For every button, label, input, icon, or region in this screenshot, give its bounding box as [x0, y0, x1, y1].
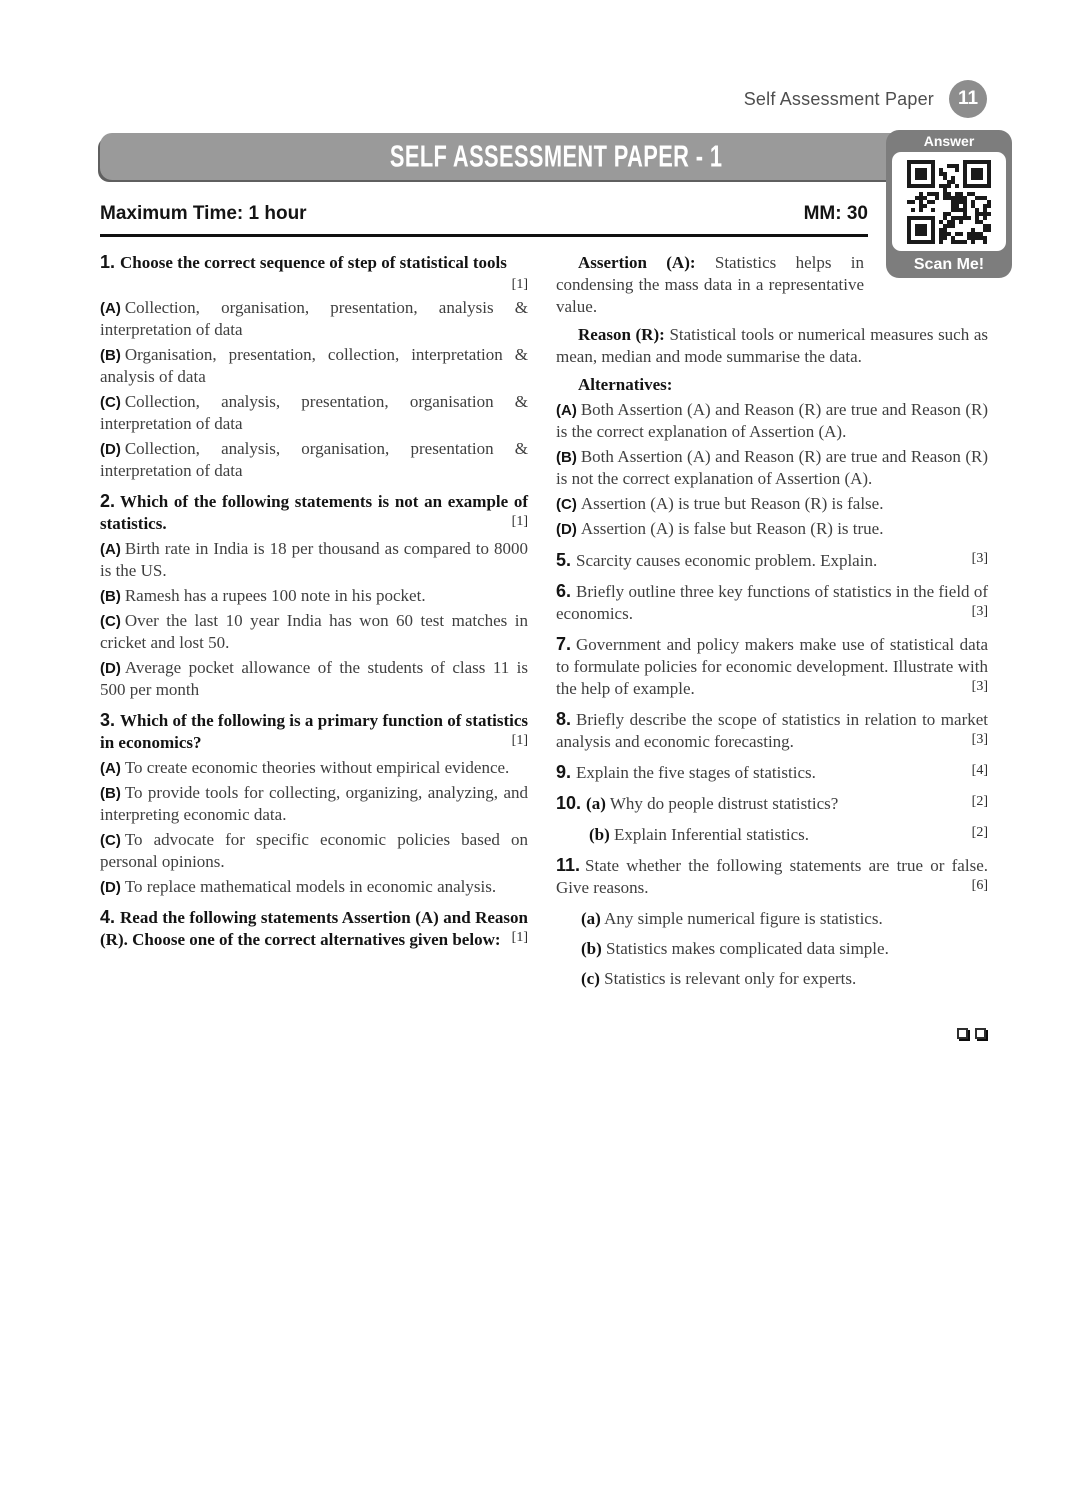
question-1-option-b: (B) Organisation, presentation, collection, interpretation & analysis of data — [100, 345, 528, 386]
alternative-c: (C) Assertion (A) is true but Reason (R) is false. — [556, 494, 884, 513]
question-2-title: 2. Which of the following statements is not an example of statistics. [1] — [100, 491, 528, 533]
alternative-d: (D) Assertion (A) is false but Reason (R) is true. — [556, 519, 884, 538]
qr-code — [892, 152, 1006, 251]
question-3-title: 3. Which of the following is a primary function of statistics in economics? [1] — [100, 710, 528, 752]
alternatives-heading: Alternatives: — [578, 375, 673, 394]
reason-paragraph: Reason (R): Statistical tools or numerical measures such as mean, median and mode summarise the data. — [556, 325, 989, 366]
question-9-number: 9. — [556, 762, 572, 782]
alternative-b: (B) Both Assertion (A) and Reason (R) are true and Reason (R) is not the correct explanation of Assertion (A). — [556, 447, 988, 488]
question-1-option-d: (D) Collection, analysis, organisation, presentation & interpretation of data — [100, 439, 528, 480]
question-2-number: 2. — [100, 491, 116, 511]
qr-overlap-spacer — [864, 252, 988, 278]
question-3-option-a: (A) To create economic theories without empirical evidence. — [100, 758, 510, 777]
question-2-option-a: (A) Birth rate in India is 18 per thousand as compared to 8000 is the US. — [100, 539, 528, 580]
question-6-marks: [3] — [971, 604, 988, 619]
question-6: 6. Briefly outline three key functions of statistics in the field of economics. [3] — [556, 581, 988, 623]
question-10a-marks: [2] — [971, 794, 988, 809]
question-1-option-c: (C) Collection, analysis, presentation, organisation & interpretation of data — [100, 392, 528, 433]
question-11-statement-b: (b) Statistics makes complicated data simple. — [581, 939, 889, 958]
question-11-number: 11. — [556, 855, 581, 875]
meta-row — [100, 203, 868, 225]
divider-rule — [100, 234, 868, 237]
question-8-marks: [3] — [971, 732, 988, 747]
alternative-a: (A) Both Assertion (A) and Reason (R) are true and Reason (R) is the correct explanation of Assertion (A). — [556, 400, 988, 441]
question-1-option-a: (A) Collection, organisation, presentation, analysis & interpretation of data — [100, 298, 528, 339]
question-1 — [100, 252, 528, 482]
question-2 — [100, 491, 528, 701]
question-4-marks: [1] — [511, 930, 528, 945]
question-11: 11. State whether the following statements are true or false. Give reasons. [6] — [556, 855, 988, 897]
question-7-number: 7. — [556, 634, 572, 654]
question-11-marks: [6] — [971, 878, 988, 893]
question-2-option-b: (B) Ramesh has a rupees 100 note in his pocket. — [100, 586, 426, 605]
title-bar — [100, 133, 1012, 180]
question-7-marks: [3] — [971, 679, 988, 694]
running-head — [744, 80, 987, 118]
question-10-part-b: (b) Explain Inferential statistics. [2] — [556, 824, 988, 846]
question-3-option-d: (D) To replace mathematical models in economic analysis. — [100, 877, 497, 896]
question-10-number: 10. — [556, 793, 582, 813]
right-column — [556, 252, 988, 1044]
question-3-option-b: (B) To provide tools for collecting, organizing, analyzing, and interpreting economic data. — [100, 783, 528, 824]
question-1-marks: [1] — [511, 277, 528, 292]
question-1-title: 1. Choose the correct sequence of step of statistical tools — [100, 252, 507, 272]
question-2-option-d: (D) Average pocket allowance of the students of class 11 is 500 per month — [100, 658, 528, 699]
question-8-number: 8. — [556, 709, 572, 729]
question-5: 5. Scarcity causes economic problem. Explain. [3] — [556, 550, 988, 570]
question-2-option-c: (C) Over the last 10 year India has won 60 test matches in cricket and lost 50. — [100, 611, 528, 652]
question-3-option-c: (C) To advocate for specific economic policies based on personal opinions. — [100, 830, 528, 871]
question-10-part-a: 10. (a) Why do people distrust statistics? [2] — [556, 793, 988, 813]
question-11-statement-a: (a) Any simple numerical figure is statistics. — [581, 909, 883, 928]
question-8: 8. Briefly describe the scope of statistics in relation to market analysis and economic forecasting. [3] — [556, 709, 988, 751]
question-9-marks: [4] — [971, 763, 988, 778]
question-columns — [100, 252, 988, 1044]
assertion-paragraph: Assertion (A): Statistics helps in condensing the mass data in a representative value. — [556, 252, 988, 318]
page-title: SELF ASSESSMENT PAPER - 1 — [389, 139, 723, 173]
shadowed-square-icon — [975, 1028, 986, 1039]
question-11-statement-c: (c) Statistics is relevant only for experts. — [581, 969, 857, 988]
question-4-title: 4. Read the following statements Assertion (A) and Reason (R). Choose one of the correct alternatives given below: [1] — [100, 907, 528, 949]
max-marks-label: MM: 30 — [803, 203, 868, 224]
question-3 — [100, 710, 528, 898]
question-4 — [100, 907, 528, 951]
page-number-badge: 11 — [949, 80, 987, 118]
answer-label: Answer — [923, 133, 975, 149]
question-3-marks: [1] — [511, 733, 528, 748]
question-9: 9. Explain the five stages of statistics. [4] — [556, 762, 988, 782]
question-10b-marks: [2] — [971, 825, 988, 840]
left-column — [100, 252, 528, 1044]
end-of-paper-marker — [556, 1026, 988, 1044]
question-2-marks: [1] — [511, 514, 528, 529]
question-1-number: 1. — [100, 252, 116, 272]
max-time-label: Maximum Time: 1 hour — [100, 203, 307, 224]
scan-me-label: Scan Me! — [913, 256, 985, 273]
question-5-number: 5. — [556, 550, 572, 570]
question-5-marks: [3] — [971, 551, 988, 566]
question-6-number: 6. — [556, 581, 572, 601]
question-3-number: 3. — [100, 710, 116, 730]
question-7: 7. Government and policy makers make use of statistical data to formulate policies for economic development. Illustrate with the help of example. [3] — [556, 634, 988, 698]
qr-code-icon — [907, 160, 991, 244]
question-4-number: 4. — [100, 907, 116, 927]
running-head-label: Self Assessment Paper — [743, 88, 934, 109]
shadowed-square-icon — [957, 1028, 968, 1039]
